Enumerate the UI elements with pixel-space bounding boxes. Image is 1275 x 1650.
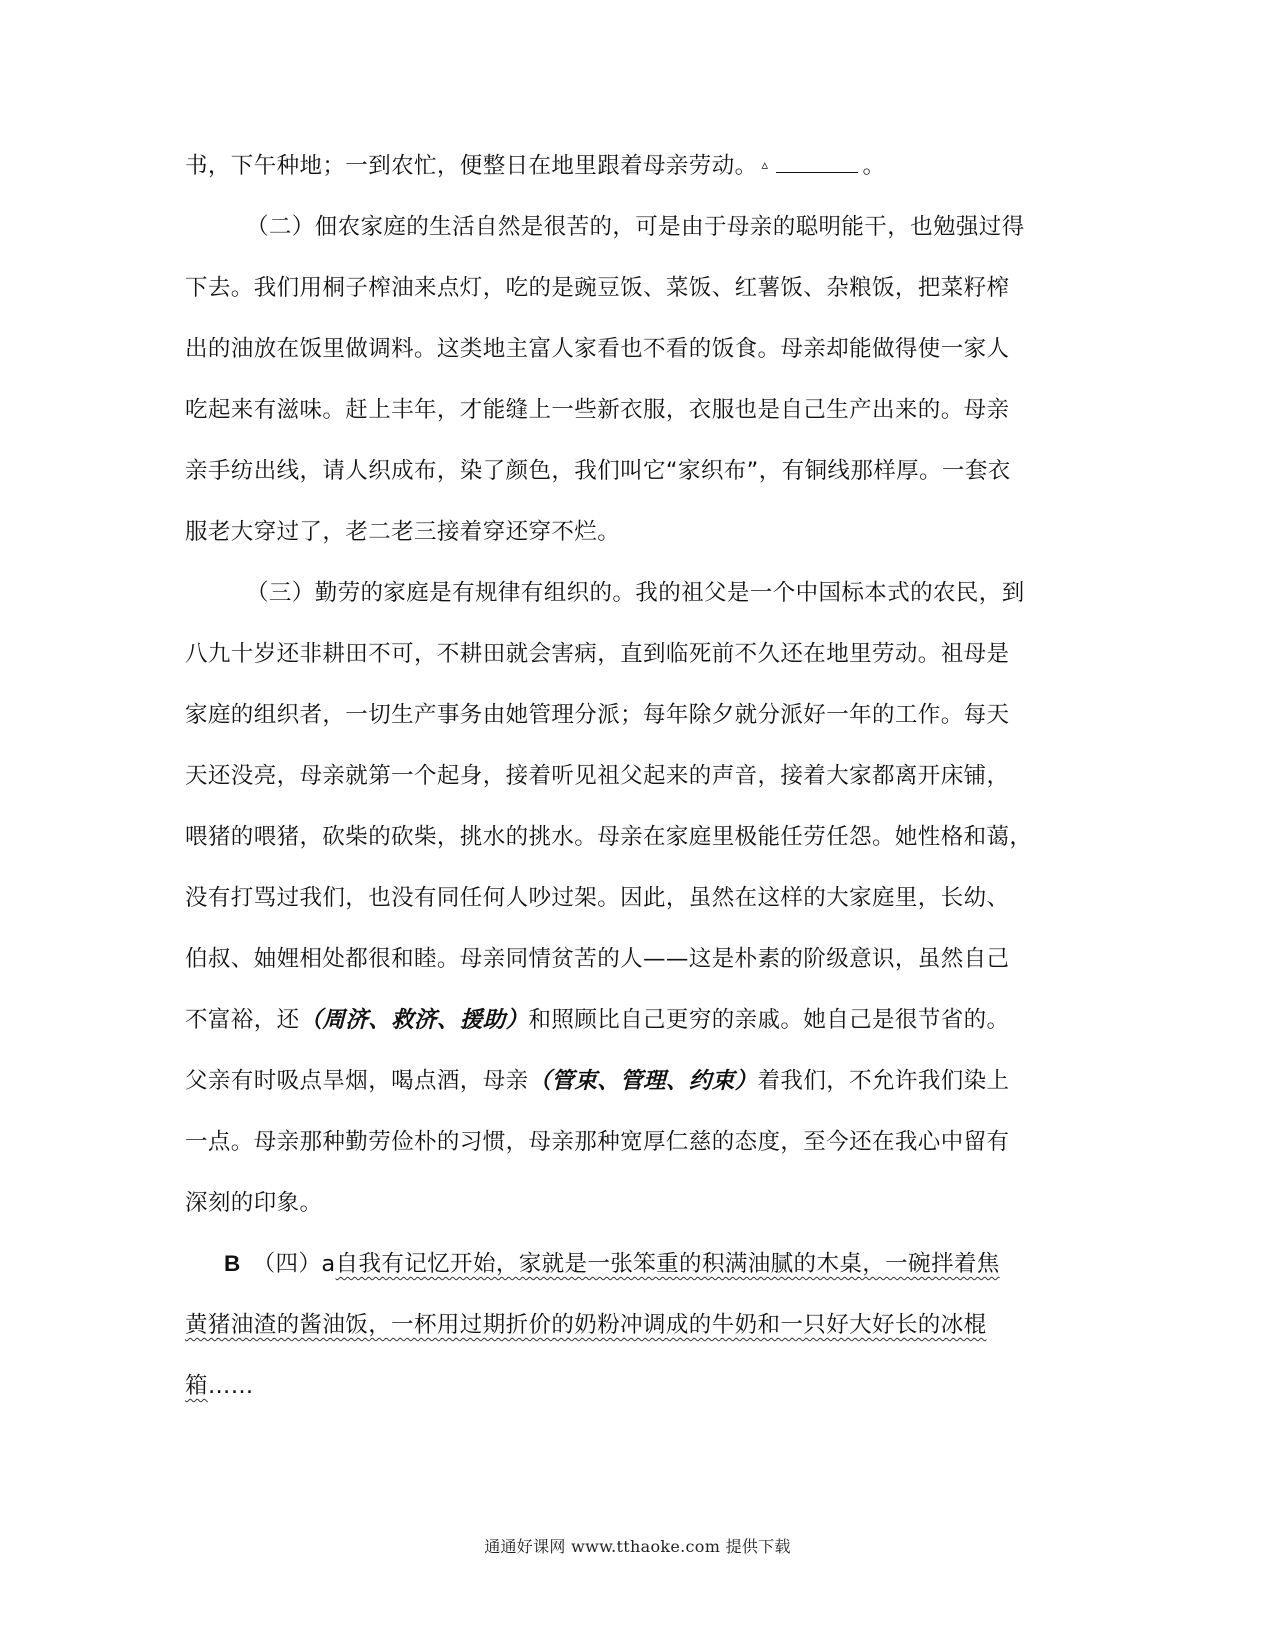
paragraph-3-line-2: 八九十岁还非耕田不可，不耕田就会害病，直到临死前不久还在地里劳动。祖母是	[185, 641, 1010, 667]
paragraph-3-line-5: 喂猪的喂猪，砍柴的砍柴，挑水的挑水。母亲在家庭里极能任劳任怨。她性格和蔼，	[185, 824, 1033, 850]
word-choice-options: （周济、救济、援助）	[299, 1007, 529, 1033]
paragraph-2-line-5: 亲手纺出线，请人织成布，染了颜色，我们叫它“家织布”，有铜线那样厚。一套衣	[185, 458, 1011, 484]
paragraph-4-line-1	[224, 1249, 1000, 1279]
paragraph-3-line-11: 深刻的印象。	[185, 1190, 323, 1216]
paragraph-3-line-7: 伯叔、妯娌相处都很和睦。母亲同情贫苦的人——这是朴素的阶级意识，虽然自己	[185, 946, 1010, 972]
section-marker: B	[224, 1251, 241, 1276]
answer-blank[interactable]	[776, 152, 858, 173]
paragraph-2-line-3: 出的油放在饭里做调料。这类地主富人家看也不看的饭食。母亲却能做得使一家人	[185, 336, 1010, 362]
paragraph-4-line-2	[185, 1310, 987, 1340]
text: 不富裕，还	[185, 1007, 300, 1033]
paragraph-3-line-1: （三）勤劳的家庭是有规律有组织的。我的祖父是一个中国标本式的农民，到	[246, 580, 1025, 606]
paragraph-2-line-1: （二）佃农家庭的生活自然是很苦的，可是由于母亲的聪明能干，也勉强过得	[246, 214, 1025, 240]
wavy-underlined-text: 黄猪油渣的酱油饭，一杯用过期折价的奶粉冲调成的牛奶和一只好大好长的冰棍	[185, 1312, 987, 1338]
paragraph-2-line-4: 吃起来有滋味。赶上丰年，才能缝上一些新衣服，衣服也是自己生产出来的。母亲	[185, 397, 1010, 423]
text: 着我们，不允许我们染上	[757, 1068, 1010, 1094]
text: 书，下午种地；一到农忙，便整日在地里跟着母亲劳动。	[185, 153, 758, 179]
page-footer: 通通好课网 www.tthaoke.com 提供下载	[484, 1537, 791, 1556]
text: （四）a	[252, 1251, 336, 1277]
paragraph-3-line-6: 没有打骂过我们，也没有同任何人吵过架。因此，虽然在这样的大家庭里，长幼、	[185, 885, 1010, 911]
paragraph-3-line-4: 天还没亮，母亲就第一个起身，接着听见祖父起来的声音，接着大家都离开床铺，	[185, 763, 1010, 789]
text: 。	[862, 153, 886, 179]
wavy-underlined-text: 箱	[185, 1373, 208, 1399]
paragraph-3-line-9	[185, 1066, 1009, 1096]
paragraph-4-line-3	[185, 1371, 254, 1401]
text: 和照顾比自己更穷的亲戚。她自己是很节省的。	[528, 1007, 1010, 1033]
text: ……	[207, 1373, 254, 1399]
word-choice-options: （管束、管理、约束）	[528, 1068, 758, 1094]
triangle-mark: ▵	[761, 158, 769, 173]
paragraph-2-line-2: 下去。我们用桐子榨油来点灯，吃的是豌豆饭、菜饭、红薯饭、杂粮饭，把菜籽榨	[185, 275, 1010, 301]
paragraph-3-line-8	[185, 1005, 1009, 1035]
paragraph-1-line-1	[185, 151, 885, 181]
text: 父亲有时吸点旱烟，喝点酒，母亲	[185, 1068, 529, 1094]
paragraph-2-line-6: 服老大穿过了，老二老三接着穿还穿不烂。	[185, 519, 621, 545]
wavy-underlined-text: 自我有记忆开始，家就是一张笨重的积满油腻的木桌，一碗拌着焦	[335, 1251, 1000, 1277]
paragraph-3-line-10: 一点。母亲那种勤劳俭朴的习惯，母亲那种宽厚仁慈的态度，至今还在我心中留有	[185, 1129, 1010, 1155]
paragraph-3-line-3: 家庭的组织者，一切生产事务由她管理分派；每年除夕就分派好一年的工作。每天	[185, 702, 1010, 728]
